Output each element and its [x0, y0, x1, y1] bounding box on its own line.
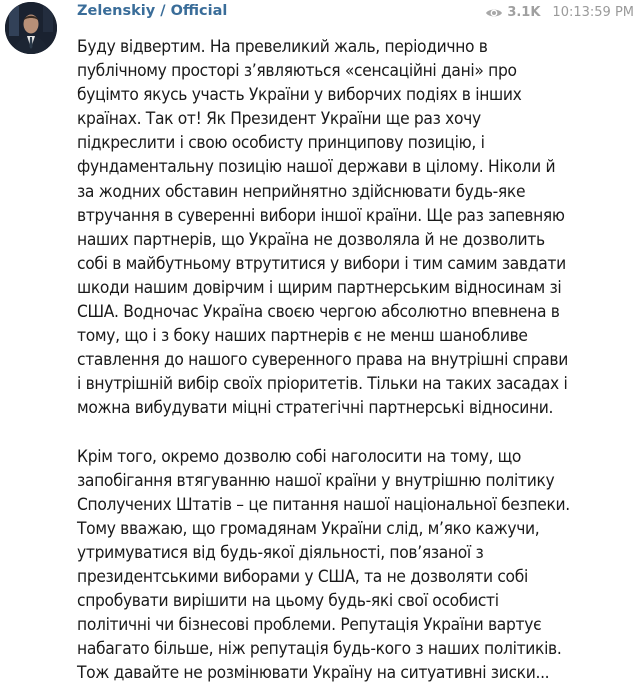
text-line: Тому вважаю, що громадянам України слід, м’яко кажучи, — [77, 518, 540, 538]
text-line: утримуватися від будь-якої діяльності, пов’язаної з — [77, 542, 484, 562]
text-line: тому, що і з боку наших партнерів є не менш шанобливе — [77, 326, 528, 346]
text-line: можна вибудувати міцні стратегічні партнерські відносини. — [77, 398, 554, 418]
text-line: публічному просторі з’являються «сенсаційні дані» про — [77, 61, 517, 81]
text-line: втручання в суверенні вибори іншої країни. Ще раз запевняю — [77, 205, 565, 225]
paragraph-1 — [77, 35, 601, 421]
paragraph-2 — [77, 445, 601, 686]
text-line: країнах. Так от! Як Президент України ще раз хочу — [77, 109, 481, 129]
text-line: набагато більше, ніж репутація будь-кого з наших політиків. — [77, 639, 562, 659]
text-line: фундаментальну позицію нашої держави в цілому. Ніколи й — [77, 157, 556, 177]
text-line: Крім того, окремо дозволю собі наголосити на тому, що — [77, 446, 522, 466]
text-line: політичні чи бізнесові проблеми. Репутація України вартує — [77, 615, 542, 635]
channel-author-name[interactable]: Zelenskiy / Official — [77, 3, 228, 19]
text-line: буцімто якусь участь України у виборчих подіях в інших — [77, 85, 522, 105]
text-line: президентськими виборами у США, та не дозволяти собі — [77, 567, 528, 587]
text-line: Сполучених Штатів – це питання нашої національної безпеки. — [77, 494, 570, 514]
message-text — [77, 35, 601, 686]
text-line: наших партнерів, що Україна не дозволяла й не дозволить — [77, 229, 545, 249]
message-meta — [485, 5, 634, 20]
message-timestamp: 10:13:59 PM — [552, 5, 634, 20]
eye-icon — [485, 7, 503, 19]
text-line: ставлення до нашого суверенного права на внутрішні справи — [77, 350, 568, 370]
text-line: Буду відвертим. На превеликий жаль, періодично в — [77, 37, 488, 56]
paragraph-spacer — [77, 421, 601, 445]
text-line: підкреслити і свою особисту принципову позицію, і — [77, 133, 485, 153]
text-line: собі в майбутньому втрутитися у вибори і тим самим завдати — [77, 253, 566, 273]
view-count — [485, 5, 540, 20]
text-line: і внутрішній вибір своїх пріоритетів. Тільки на таких засадах і — [77, 374, 568, 394]
text-line: спробувати вирішити на цьому будь-які свої особисті — [77, 591, 499, 611]
text-line: запобігання втягуванню нашої країни у внутрішню політику — [77, 470, 555, 490]
text-line: Тож давайте не розмінювати Україну на ситуативні зиски... — [77, 663, 550, 683]
view-count-value: 3.1K — [507, 5, 541, 20]
text-line: шкоди нашим довірчим і щирим партнерським відносинам зі — [77, 277, 562, 297]
avatar-photo-icon — [5, 2, 57, 54]
text-line: США. Водночас Україна своєю чергою абсолютно впевнена в — [77, 302, 560, 322]
text-line: за жодних обставин неприйнятно здійснювати будь-яке — [77, 181, 526, 201]
channel-avatar[interactable] — [5, 2, 57, 54]
